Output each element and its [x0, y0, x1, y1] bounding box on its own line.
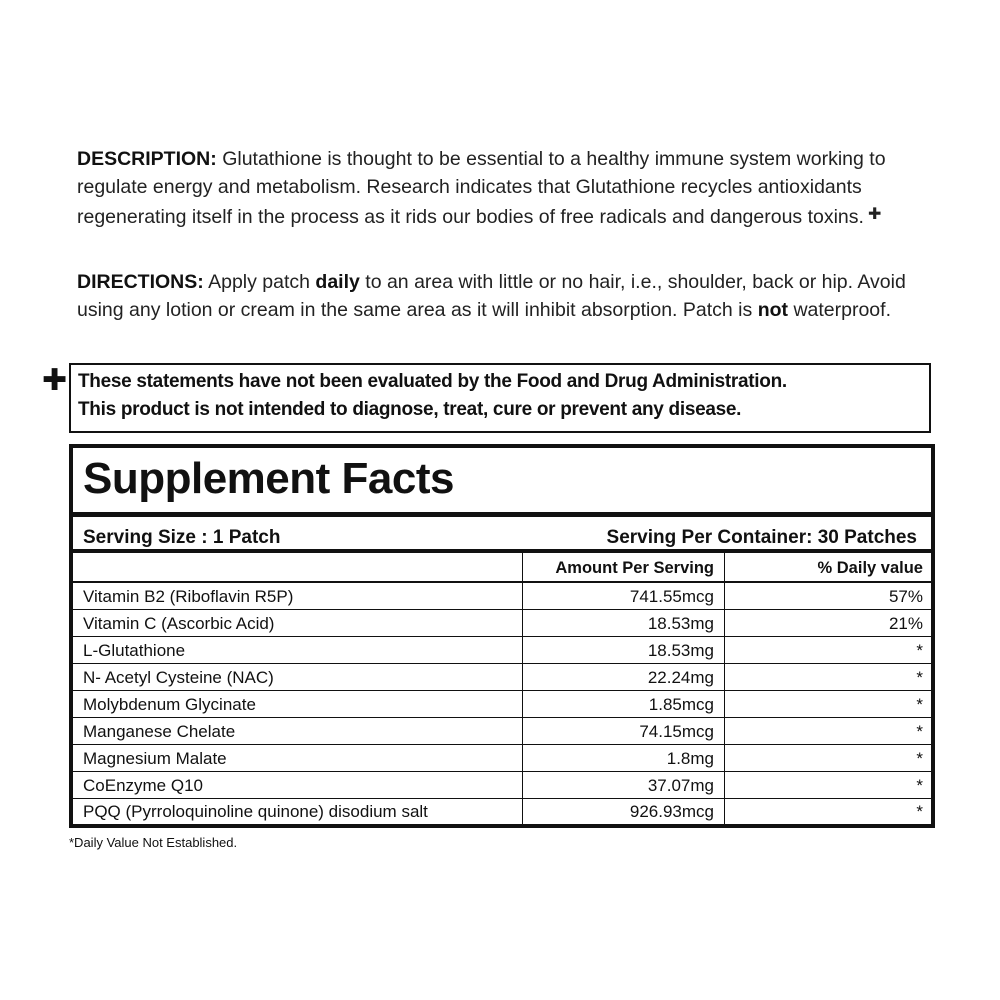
serving-size: Serving Size : 1 Patch [83, 527, 281, 548]
table-row [73, 745, 931, 772]
nutrient-amount: 741.55mcg [629, 587, 714, 606]
table-row [73, 691, 931, 718]
cross-mark-icon: ✚ [42, 364, 68, 397]
nutrient-name: Manganese Chelate [83, 722, 236, 741]
nutrient-daily-value: 57% [888, 587, 923, 606]
nutrient-name: Magnesium Malate [83, 749, 227, 768]
directions-label: DIRECTIONS: [77, 271, 204, 293]
nutrient-name: Vitamin B2 (Riboflavin R5P) [83, 587, 294, 606]
nutrient-amount: 18.53mg [647, 641, 714, 660]
disclaimer-line-2: This product is not intended to diagnose, treat, cure or prevent any disease. [78, 399, 742, 420]
table-row [73, 610, 931, 637]
nutrient-amount: 926.93mcg [629, 802, 714, 821]
table-row [73, 799, 931, 824]
amount-per-serving-header: Amount Per Serving [555, 559, 714, 577]
servings-per-container: Serving Per Container: 30 Patches [606, 527, 917, 548]
nutrient-daily-value: * [916, 749, 923, 768]
description-paragraph [77, 146, 937, 232]
description-text: Glutathione is thought to be essential to a healthy immune system working to regulate energy and metabolism. Research indicates that Glutathione recycles antioxidants regenerating itself in the process as it rids our bodies of free radicals and dangerous toxins. [77, 148, 886, 228]
nutrient-amount: 1.8mg [666, 749, 714, 768]
serving-divider [73, 549, 931, 553]
directions-paragraph [77, 268, 937, 324]
nutrient-name: L-Glutathione [83, 641, 186, 660]
directions-emphasis-daily: daily [315, 271, 360, 293]
table-row [73, 664, 931, 691]
nutrient-amount: 18.53mg [647, 614, 714, 633]
table-row [73, 583, 931, 610]
directions-text-1: Apply patch [208, 271, 310, 293]
disclaimer-line-1: These statements have not been evaluated by the Food and Drug Administration. [78, 371, 787, 392]
cross-mark-icon: ✚ [867, 206, 882, 223]
nutrient-name: CoEnzyme Q10 [83, 776, 203, 795]
nutrient-daily-value: 21% [888, 614, 923, 633]
table-row [73, 637, 931, 664]
nutrient-amount: 1.85mcg [648, 695, 714, 714]
directions-text-2: to an area with little or no hair, i.e., shoulder, back or hip. Avoid using any lotion or cream in the same area as it will inhibit absorption. Patch is [77, 271, 906, 321]
nutrient-amount: 22.24mg [647, 668, 714, 687]
nutrient-name: PQQ (Pyrroloquinoline quinone) disodium salt [83, 802, 428, 821]
directions-text-3: waterproof. [793, 299, 891, 321]
nutrient-daily-value: * [916, 722, 923, 741]
nutrient-amount: 37.07mg [647, 776, 714, 795]
title-divider [73, 512, 931, 517]
nutrient-name: Molybdenum Glycinate [83, 695, 256, 714]
daily-value-header: % Daily value [817, 559, 923, 577]
nutrient-daily-value: * [916, 668, 923, 687]
nutrient-name: N- Acetyl Cysteine (NAC) [83, 668, 274, 687]
daily-value-footnote: *Daily Value Not Established. [69, 835, 238, 850]
nutrient-name: Vitamin C (Ascorbic Acid) [83, 614, 275, 633]
supplement-facts-panel [69, 444, 935, 828]
table-row [73, 718, 931, 745]
supplement-facts-title: Supplement Facts [83, 454, 454, 503]
nutrient-daily-value: * [916, 802, 923, 821]
table-row [73, 772, 931, 799]
directions-emphasis-not: not [757, 299, 789, 321]
nutrient-daily-value: * [916, 695, 923, 714]
fda-disclaimer-box [69, 363, 931, 433]
nutrient-daily-value: * [916, 776, 923, 795]
nutrient-daily-value: * [916, 641, 923, 660]
description-label: DESCRIPTION: [77, 148, 217, 170]
nutrient-amount: 74.15mcg [639, 722, 714, 741]
